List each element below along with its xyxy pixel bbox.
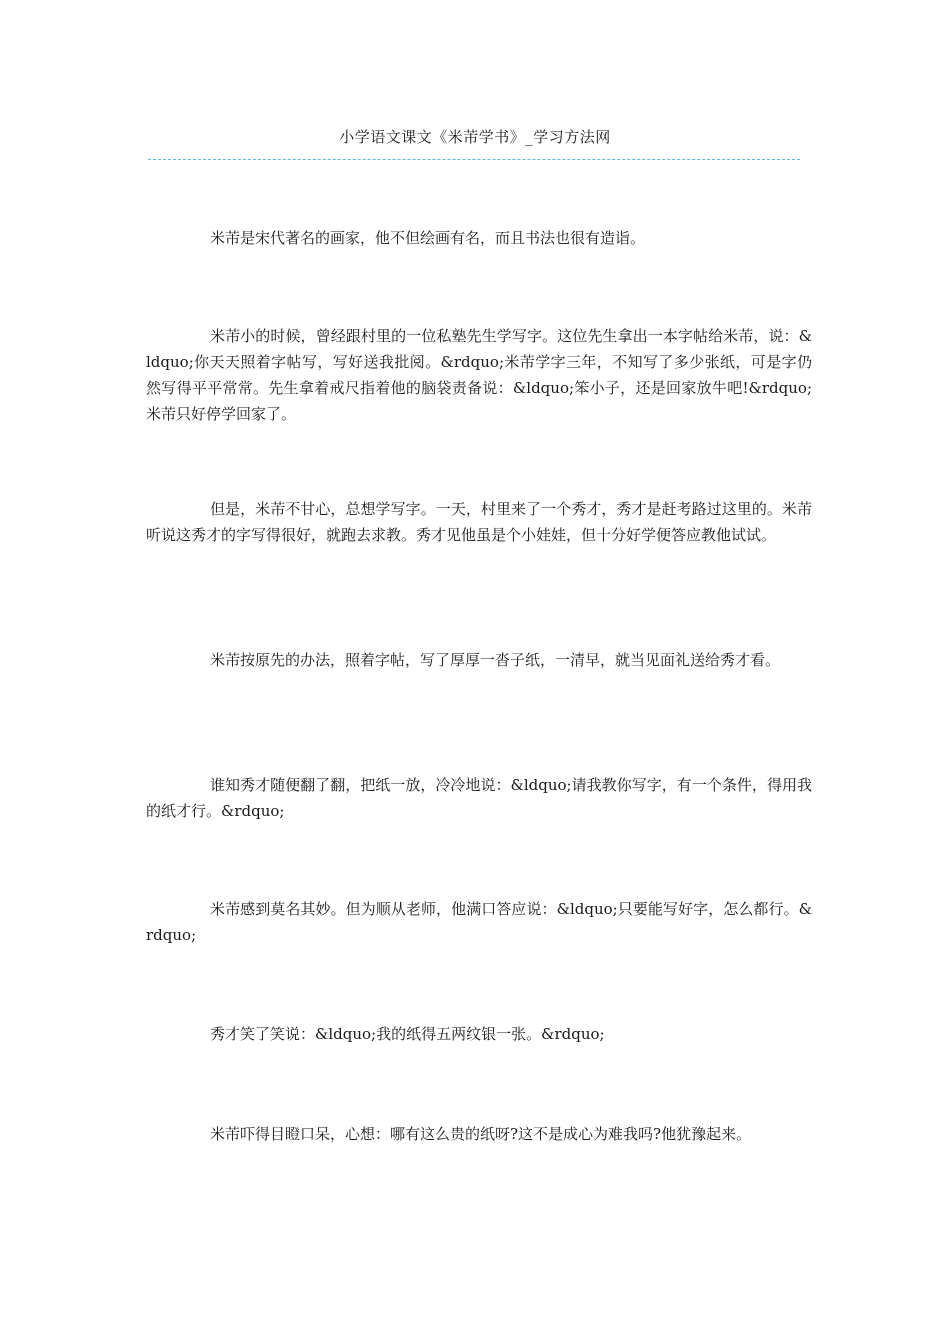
paragraph-4: 米芾按原先的办法，照着字帖，写了厚厚一沓子纸，一清早，就当见面礼送给秀才看。 [210,651,781,669]
paragraph-8: 米芾吓得目瞪口呆，心想：哪有这么贵的纸呀?这不是成心为难我吗?他犹豫起来。 [210,1125,752,1143]
paragraph-5: 谁知秀才随便翻了翻，把纸一放，冷冷地说：&ldquo;请我教你写字，有一个条件，得用我的纸才行。&rdquo; [146,776,812,820]
title-divider [148,159,800,160]
paragraph-1: 米芾是宋代著名的画家，他不但绘画有名，而且书法也很有造诣。 [210,229,646,247]
paragraph-6: 米芾感到莫名其妙。但为顺从老师，他满口答应说：&ldquo;只要能写好字，怎么都行。&rdquo; [146,900,812,944]
paragraph-2: 米芾小的时候，曾经跟村里的一位私塾先生学写字。这位先生拿出一本字帖给米芾，说：&ldquo;你天天照着字帖写，写好送我批阅。&rdquo;米芾学字三年，不知写了多少张纸，可是字仍然写得平平常常。先生拿着戒尺指着他的脑袋责备说：&ldquo;笨小子，还是回家放牛吧!&rdquo;米芾只好停学回家了。 [146,327,812,423]
paragraph-3: 但是，米芾不甘心，总想学写字。一天，村里来了一个秀才，秀才是赶考路过这里的。米芾听说这秀才的字写得很好，就跑去求教。秀才见他虽是个小娃娃，但十分好学便答应教他试试。 [146,500,812,544]
document-title: 小学语文课文《米芾学书》_学习方法网 [339,128,611,146]
paragraph-7: 秀才笑了笑说：&ldquo;我的纸得五两纹银一张。&rdquo; [210,1025,605,1043]
